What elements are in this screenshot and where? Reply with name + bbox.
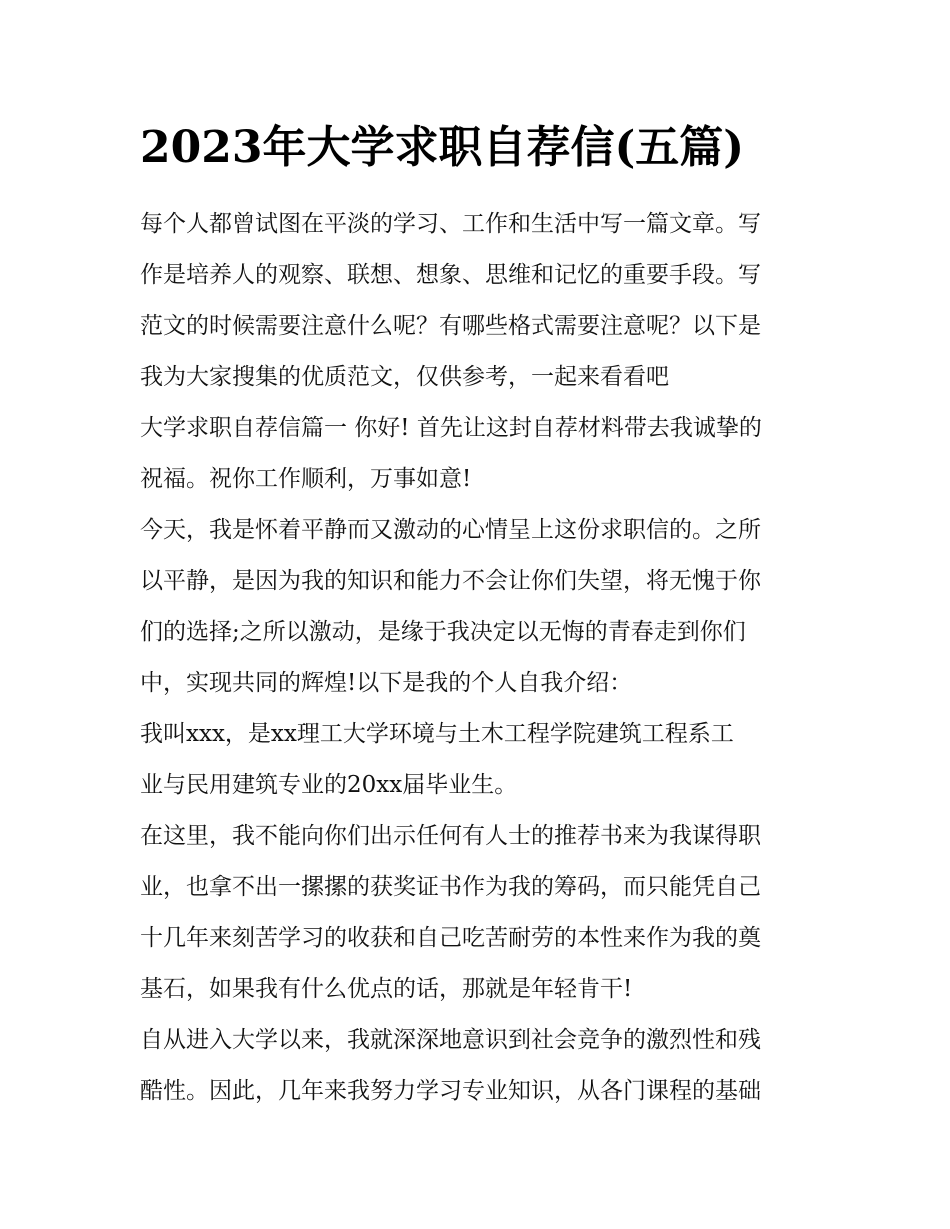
body-line: 范文的时候需要注意什么呢？有哪些格式需要注意呢？以下是 [140, 313, 761, 339]
body-line: 在这里，我不能向你们出示任何有人士的推荐书来为我谋得职 [140, 823, 761, 849]
document-title: 2023年大学求职自荐信(五篇) [140, 122, 745, 173]
body-line: 作是培养人的观察、联想、想象、思维和记忆的重要手段。写 [140, 262, 761, 288]
body-line: 自从进入大学以来，我就深深地意识到社会竞争的激烈性和残 [140, 1027, 761, 1053]
body-line: 酷性。因此，几年来我努力学习专业知识，从各门课程的基础 [140, 1078, 761, 1104]
body-line: 业，也拿不出一摞摞的获奖证书作为我的筹码，而只能凭自己 [140, 874, 761, 900]
body-line: 们的选择;之所以激动，是缘于我决定以无悔的青春走到你们 [140, 619, 746, 645]
body-line: 今天，我是怀着平静而又激动的心情呈上这份求职信的。之所 [140, 517, 761, 543]
body-line: 基石，如果我有什么优点的话，那就是年轻肯干! [140, 976, 633, 1002]
body-line: 大学求职自荐信篇一 你好! 首先让这封自荐材料带去我诚挚的 [140, 415, 762, 441]
body-line: 中，实现共同的辉煌!以下是我的个人自我介绍： [140, 670, 633, 696]
body-line: 每个人都曾试图在平淡的学习、工作和生活中写一篇文章。写 [140, 211, 761, 237]
body-line: 以平静，是因为我的知识和能力不会让你们失望，将无愧于你 [140, 568, 761, 594]
body-line: 十几年来刻苦学习的收获和自己吃苦耐劳的本性来作为我的奠 [140, 925, 761, 951]
document-body [140, 199, 812, 1117]
body-line: 我叫xxx，是xx理工大学环境与土木工程学院建筑工程系工 [140, 721, 734, 747]
body-line: 祝福。祝你工作顺利，万事如意! [140, 466, 472, 492]
body-line: 业与民用建筑专业的20xx届毕业生。 [140, 772, 518, 798]
body-line: 我为大家搜集的优质范文，仅供参考，一起来看看吧 [140, 364, 669, 390]
